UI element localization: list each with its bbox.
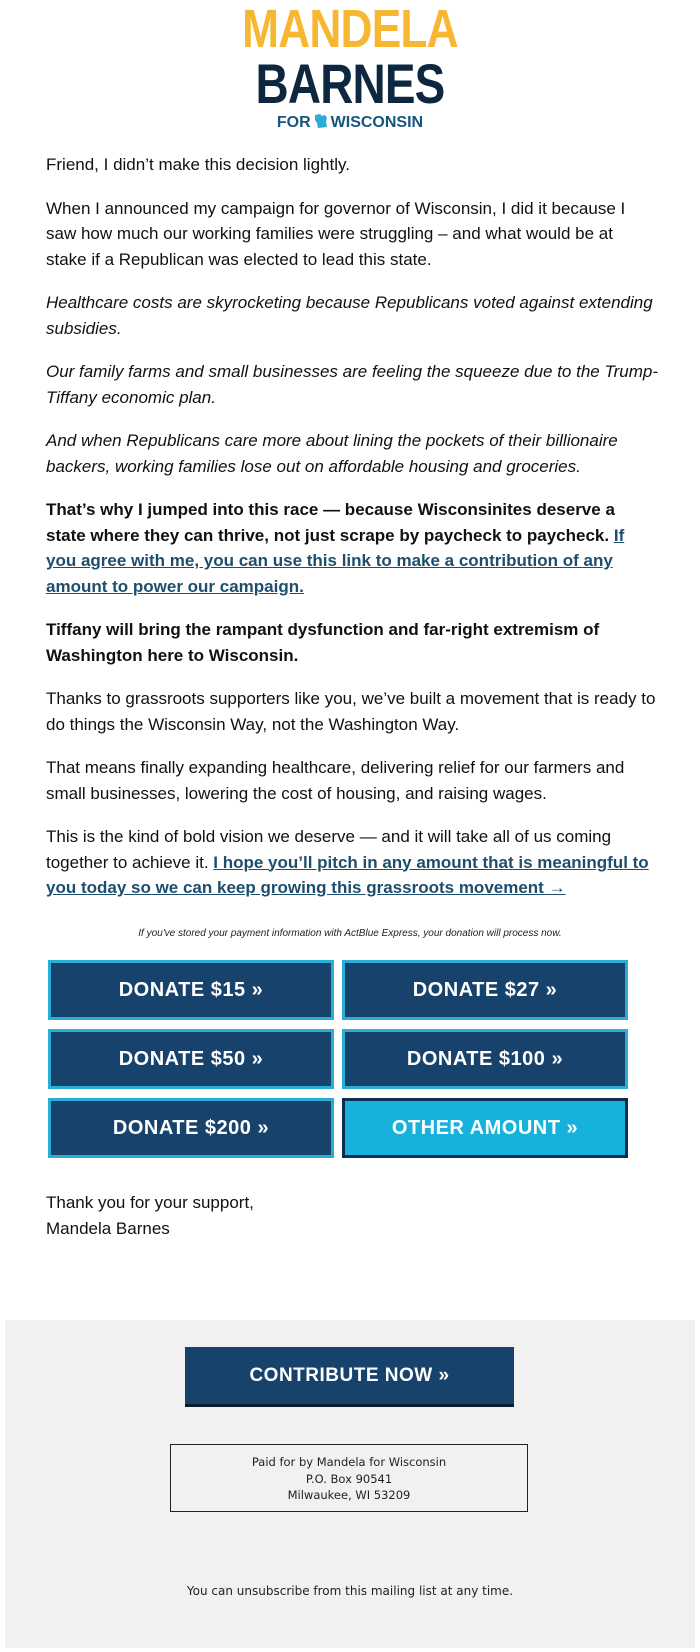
actblue-express-note: If you've stored your payment information with ActBlue Express, your donation will process now. [138,928,562,939]
race-paragraph [46,497,658,599]
wisconsin-state-icon [314,113,328,129]
email-footer [5,1320,695,1648]
donate-50-button[interactable]: DONATE $50 » [48,1029,334,1089]
logo-last-name: BARNES [255,52,445,115]
logo-for-text: FOR [276,114,311,131]
housing-paragraph: And when Republicans care more about lining the pockets of their billionaire backers, working families lose out on affordable housing and groceries. [46,431,618,476]
healthcare-paragraph: Healthcare costs are skyrocketing because Republicans voted against extending subsidies. [46,293,653,338]
unsubscribe-text[interactable]: You can unsubscribe from this mailing list at any time. [186,1584,514,1598]
contribute-now-button[interactable]: CONTRIBUTE NOW » [185,1347,514,1407]
priorities-paragraph: That means finally expanding healthcare, delivering relief for our farmers and small businesses, lowering the cost of housing, and raising wages. [46,758,625,803]
greeting-paragraph: Friend, I didn’t make this decision lightly. [46,155,350,174]
logo-first-name: MANDELA [242,0,458,59]
grassroots-paragraph: Thanks to grassroots supporters like you, we’ve built a movement that is ready to do things the Wisconsin Way, not the Washington Way. [46,689,656,734]
race-statement: That’s why I jumped into this race — because Wisconsinites deserve a state where they can thrive, not just scrape by paycheck to paycheck. [46,500,615,545]
pitch-in-link[interactable]: I hope you’ll pitch in any amount that is meaningful to you today so we can keep growing this grassroots movement → [46,852,649,897]
contribution-link[interactable]: If you agree with me, you can use this link to make a contribution of any amount to power our campaign. [46,525,625,596]
email-body [46,152,658,919]
donate-100-button[interactable]: DONATE $100 » [342,1029,628,1089]
signoff [46,1190,254,1241]
signoff-thanks: Thank you for your support, [46,1193,254,1212]
signoff-name: Mandela Barnes [46,1218,170,1238]
vision-statement: This is the kind of bold vision we deserve — and it will take all of us coming together to achieve it. [46,827,612,872]
po-box-line: P.O. Box 90541 [305,1471,393,1486]
logo-wisconsin-text: WISCONSIN [330,114,424,131]
donate-15-button[interactable]: DONATE $15 » [48,960,334,1020]
vision-paragraph [46,824,658,901]
city-line: Milwaukee, WI 53209 [287,1488,411,1502]
farms-paragraph: Our family farms and small businesses are feeling the squeeze due to the Trump-Tiffany economic plan. [46,362,658,407]
paid-for-disclaimer [170,1444,528,1512]
tiffany-paragraph: Tiffany will bring the rampant dysfunction and far-right extremism of Washington here to Wisconsin. [46,620,600,665]
campaign-logo [0,0,700,135]
intro-paragraph: When I announced my campaign for governor of Wisconsin, I did it because I saw how much our working families were struggling – and what would be at stake if a Republican was elected to lead this state. [46,198,626,269]
donate-27-button[interactable]: DONATE $27 » [342,960,628,1020]
logo-tagline [0,113,700,132]
donate-200-button[interactable]: DONATE $200 » [48,1098,334,1158]
paid-for-line: Paid for by Mandela for Wisconsin [251,1455,447,1469]
other-amount-button[interactable]: OTHER AMOUNT » [342,1098,628,1158]
